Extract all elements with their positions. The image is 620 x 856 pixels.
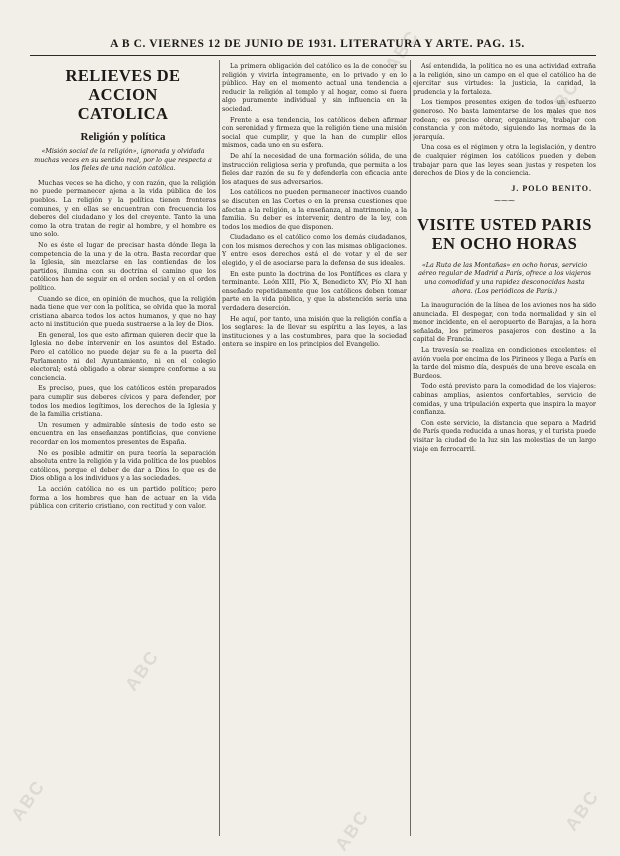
column-divider (410, 60, 411, 836)
watermark: ABC (6, 776, 50, 825)
paragraph: La inauguración de la línea de los aviones nos ha sido anunciada. El despegar, con toda normalidad y sin el menor incidente, en el aeropuerto de Barajas, a la hora señalada, los primeros pasajeros con destino a la capital de Francia. (413, 301, 596, 344)
paragraph: En general, los que esto afirman quieren decir que la Iglesia no debe intervenir en los asuntos del Estado. Pero el católico no puede dejar su fe a la puerta del Parlamento ni del Ayuntamiento, ni en el colegio electoral; está obligado a obrar siempre conforme a su conciencia. (30, 330, 216, 382)
paragraph: Los católicos no pueden permanecer inactivos cuando se discuten en las Cortes o en la prensa cuestiones que afectan a la religión, a la enseñanza, al matrimonio, a la familia. Su deber es intervenir, dentro de la ley, con todos los medios de que disponen. (222, 188, 407, 231)
paragraph: Así entendida, la política no es una actividad extraña a la religión, sino un campo en el que el católico ha de ejercitar sus virtudes: la justicia, la caridad, la prudencia y la fortaleza. (413, 62, 596, 96)
paragraph: Los tiempos presentes exigen de todos un esfuerzo generoso. No basta lamentarse de los males que nos rodean; es preciso obrar, organizarse, trabajar con constancia y con método, siguiendo las normas de la jerarquía. (413, 98, 596, 141)
paragraph: Una cosa es el régimen y otra la legislación, y dentro de cualquier régimen los católicos pueden y deben trabajar para que las leyes sean justas y respeten los derechos de Dios y de la conciencia. (413, 143, 596, 178)
header-rule (30, 55, 596, 56)
title-line: RELIEVES DE ACCION (65, 66, 181, 104)
article-subtitle: Religión y política (80, 131, 166, 143)
paragraph: Con este servicio, la distancia que separa a Madrid de París queda reducida a unas horas, y el turista puede visitar la ciudad de la luz sin las molestias de un largo viaje en ferrocarril. (413, 418, 596, 453)
paragraph: He aquí, por tanto, una misión que la religión confía a los seglares: la de llevar su espíritu a las leyes, a las instituciones y a las costumbres, para que la sociedad entera se inspire en los principios del Evangelio. (222, 314, 407, 349)
paragraph: La travesía se realiza en condiciones excelentes: el avión vuela por encima de los Pirineos y llega a París en la tarde del mismo día, después de una breve escala en Burdeos. (413, 346, 596, 380)
column-1 (30, 62, 216, 842)
watermark: ABC (380, 26, 424, 75)
article-lede: «Misión social de la religión», ignorada y olvidada muchas veces en su sentido real, por lo que respecta a los fieles de una nación católica. (34, 147, 212, 173)
title-line: EN OCHO HORAS (431, 233, 578, 253)
article-title (413, 215, 596, 253)
paragraph: No es éste el lugar de precisar hasta dónde llega la competencia de la una y de la otra. Basta recordar que la Iglesia, sin mezclarse en las contiendas de los partidos, ilumina con su doctrina el camino que los católicos han de seguir en el orden social y en el orden político. (30, 240, 216, 292)
author-signature: J. POLO BENITO. (511, 183, 592, 193)
paragraph: No es posible admitir en pura teoría la separación absoluta entre la religión y la vida política de los pueblos católicos, porque el deber de dar a Dios lo que es de Dios obliga a los individuos y a las sociedades. (30, 448, 216, 483)
title-line: CATOLICA (77, 104, 169, 123)
paragraph: Frente a esa tendencia, los católicos deben afirmar con serenidad y firmeza que la religión tiene una misión social que cumplir, y que la han de cumplir ellos mismos, cada uno en su esfera. (222, 115, 407, 150)
column-divider (219, 60, 220, 836)
watermark: ABC (560, 786, 604, 835)
watermark: ABC (120, 646, 164, 695)
paragraph: En este punto la doctrina de los Pontífices es clara y terminante. León XIII, Pío X, Benedicto XV, Pío XI han enseñado repetidamente que los católicos deben tomar parte en la vida pública, y que la abstención sería una verdadera deserción. (222, 269, 407, 313)
paragraph: Ciudadano es el católico como los demás ciudadanos, con los mismos derechos y con las mismas obligaciones. Y entre esos derechos está el de votar y el de ser elegido, y el de asociarse para la defensa de sus ideales. (222, 233, 407, 268)
paragraph: Muchas veces se ha dicho, y con razón, que la religión no puede permanecer ajena a la vida pública de los pueblos. La religión y la política tienen fronteras comunes, y en ellas se encuentran con frecuencia los deberes del ciudadano y los del creyente. Tanto la una como la otra tratan de regir al hombre, y el hombre es uno solo. (30, 178, 216, 239)
paragraph: La acción católica no es un partido político; pero forma a los hombres que han de actuar en la vida pública con criterio cristiano, con rectitud y con valor. (30, 484, 216, 511)
paragraph: Todo está previsto para la comodidad de los viajeros: cabinas amplias, asientos confortables, servicio de comidas, y una tripulación experta que inspira la mayor confianza. (413, 382, 596, 417)
article-title (30, 66, 216, 123)
paragraph: Es preciso, pues, que los católicos estén preparados para cumplir sus deberes cívicos y para defender, por todos los medios legítimos, los derechos de la Iglesia y de la familia cristiana. (30, 384, 216, 419)
paragraph: Un resumen y admirable síntesis de todo esto se encuentra en las enseñanzas pontificias, que conviene recordar en los momentos presentes de España. (30, 420, 216, 446)
column-2 (222, 62, 407, 842)
page-header: A B C. VIERNES 12 DE JUNIO DE 1931. LITERATURA Y ARTE. PAG. 15. (110, 38, 525, 50)
paragraph: La primera obligación del católico es la de conocer su religión y vivirla íntegramente, en lo privado y en lo público. Hay en el momento actual una tendencia a reducir la religión al templo y al hogar, como si fuera algo puramente individual y sin influencia en la sociedad. (222, 62, 407, 113)
article-lede: «La Ruta de las Montañas» en ocho horas, servicio aéreo regular de Madrid a París, ofrece a los viajeros una comodidad y una rapidez desconocidas hasta ahora. (Los periódicos de París.) (418, 260, 591, 295)
column-3 (413, 62, 596, 842)
watermark: ABC (540, 76, 584, 125)
paragraph: Cuando se dice, en opinión de muchos, que la religión nada tiene que ver con la política, se olvida que la moral cristiana abarca todos los actos humanos, y que no hay acto ni institución que pueda sustraerse a la ley de Dios. (30, 294, 216, 329)
paragraph: De ahí la necesidad de una formación sólida, de una instrucción religiosa seria y profunda, que permita a los fieles dar razón de su fe y defenderla con eficacia ante los ataques de sus adversarios. (222, 151, 407, 186)
ornament-divider: ⁓⁓⁓ (494, 196, 515, 205)
title-line: VISITE USTED PARIS (417, 214, 592, 234)
watermark: ABC (330, 806, 374, 855)
